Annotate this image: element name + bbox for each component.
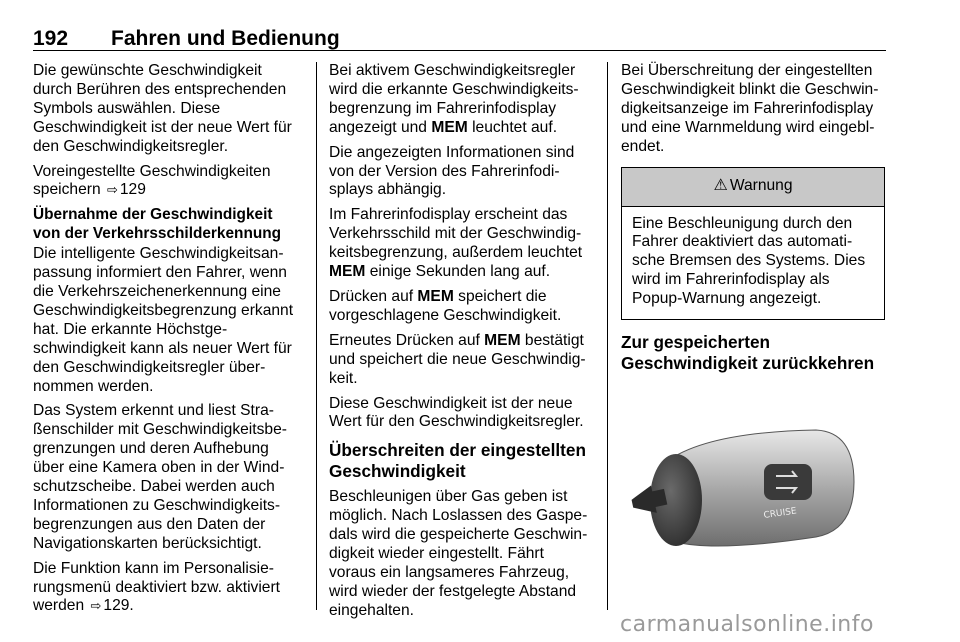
stalk-text: CRUISE — [763, 506, 798, 521]
page-header — [33, 28, 886, 50]
column-3 — [621, 62, 887, 380]
header-rule — [33, 50, 886, 51]
column-1 — [33, 62, 304, 622]
page-ref-link[interactable]: 129. — [103, 597, 134, 615]
page-ref-arrow-icon: ⇨ — [106, 182, 118, 198]
paragraph-text: Erneutes Drücken auf — [329, 331, 480, 349]
paragraph: Diese Geschwindigkeit ist der neue Wert für den Geschwindigkeitsregler. — [329, 394, 584, 431]
paragraph-text: Im Fahrerinfodisplay erscheint das Verkehrsschild mit der Geschwindigkeitsbegrenzung, außerdem leuchtet — [329, 206, 583, 262]
paragraph — [329, 332, 592, 389]
stalk-figure-svg — [626, 412, 856, 572]
paragraph-text: Drücken auf — [329, 287, 414, 305]
warning-header — [622, 168, 884, 207]
section-heading: Übernahme der Geschwindigkeit von der Verkehrsschilderkennung — [33, 206, 282, 243]
paragraph-text: einige Sekunden lang auf. — [369, 263, 551, 281]
paragraph: Die intelligente Geschwindigkeitsanpassung informiert den Fahrer, wenn die Verkehrszeichenerkennung eine Geschwindigkeitsbegrenzung erkannt hat. Die erkannte Höchstgeschwindigkeit kann als neuer Wert für den Geschwindigkeitsregler übernommen werden. — [33, 245, 294, 395]
paragraph — [329, 206, 592, 282]
paragraph-text: Bei aktivem Geschwindigkeitsregler wird die erkannte Geschwindigkeitsbegrenzung im Fahrerinfodisplay angezeigt und — [329, 62, 579, 136]
watermark: carmanualsonline.info — [620, 612, 874, 637]
paragraph — [33, 560, 304, 617]
paragraph-text: Die Funktion kann im Personalisierungsmenü deaktiviert bzw. aktiviert werden — [33, 559, 281, 615]
mem-label: MEM — [484, 331, 521, 349]
section-heading: Überschreiten der eingestellten Geschwindigkeit — [329, 440, 586, 482]
paragraph — [329, 288, 592, 326]
mem-label: MEM — [329, 263, 366, 281]
cruise-control-stalk-illustration — [626, 412, 856, 572]
paragraph: Die gewünschte Geschwindigkeit durch Berühren des entsprechenden Symbols auswählen. Diese Geschwindigkeit ist der neue Wert für den Geschwindigkeitsregler. — [33, 62, 292, 155]
column-divider-2 — [607, 62, 608, 610]
mem-label: MEM — [431, 118, 468, 136]
paragraph: Beschleunigen über Gas geben ist möglich. Nach Loslassen des Gaspedals wird die gespeicherte Geschwindigkeit wieder eingestellt. Fährt voraus ein langsameres Fahrzeug, wird wieder der festgelegte Abstand eingehalten. — [329, 488, 588, 619]
mem-label: MEM — [417, 287, 454, 305]
page-number: 192 — [33, 27, 69, 50]
warning-text: Eine Beschleunigung durch den Fahrer deaktiviert das automatische Bremsen des Systems. Dies wird im Fahrerinfodisplay als Popup-Warnung angezeigt. — [632, 214, 866, 308]
section-heading: Zur gespeicherten Geschwindigkeit zurückkehren — [621, 332, 875, 374]
warning-title: Warnung — [729, 177, 793, 195]
stalk-wheel — [764, 464, 812, 500]
column-2 — [329, 62, 592, 627]
paragraph — [329, 62, 592, 138]
paragraph-text: bestätigt und speichert die neue Geschwindigkeit. — [329, 331, 586, 387]
paragraph-text: speichert die vorgeschlagene Geschwindigkeit. — [329, 287, 562, 324]
paragraph: Das System erkennt und liest Straßenschilder mit Geschwindigkeitsbegrenzungen und deren Aufhebung über eine Kamera oben in der Windschutzscheibe. Dabei werden auch Informationen zu Geschwindigkeitsbegrenzungen aus den Daten der Navigationskarten berücksichtigt. — [33, 402, 287, 552]
column-divider-1 — [316, 62, 317, 610]
page-ref-link[interactable]: 129 — [119, 181, 146, 199]
paragraph-text: leuchtet auf. — [472, 118, 558, 136]
chapter-title: Fahren und Bedienung — [111, 27, 340, 50]
paragraph: Die angezeigten Informationen sind von der Version des Fahrerinfodisplays abhängig. — [329, 143, 575, 199]
paragraph: Bei Überschreitung der eingestellten Geschwindigkeit blinkt die Geschwindigkeitsanzeige im Fahrerinfodisplay und eine Warnmeldung wird eingeblendet. — [621, 62, 879, 155]
paragraph-text: Voreingestellte Geschwindigkeiten speichern — [33, 162, 271, 199]
warning-box — [621, 167, 885, 321]
page-ref-arrow-icon: ⇨ — [90, 598, 102, 614]
warning-triangle-icon: ⚠ — [713, 177, 728, 195]
paragraph — [33, 163, 304, 201]
